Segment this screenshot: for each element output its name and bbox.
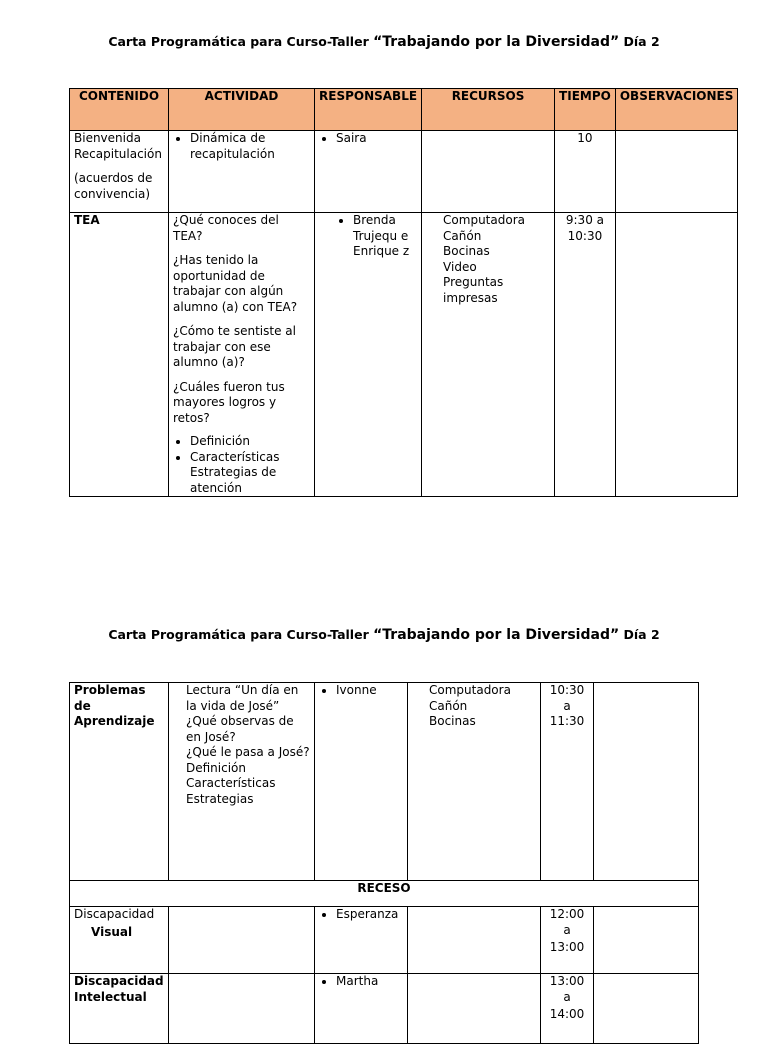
time-text: 11:30 — [549, 714, 585, 728]
list-item: • Ivonne — [336, 683, 403, 699]
cell-tiempo — [541, 907, 594, 974]
cell-tiempo: 9:30 a 10:30 — [555, 213, 616, 497]
cell-actividad — [169, 907, 315, 974]
cell-contenido: Discapacidad Intelectual — [70, 974, 169, 1044]
activity-text: ¿Qué observas de en José? — [186, 714, 294, 744]
question-text: ¿Qué conoces del TEA? — [173, 213, 279, 243]
program-table-1 — [69, 88, 738, 497]
cell-responsable — [315, 683, 408, 881]
resource-text: Computadora — [429, 683, 511, 697]
contenido-note: (acuerdos de convivencia) — [74, 171, 153, 201]
table-header-row — [70, 89, 738, 131]
table-row — [70, 907, 699, 974]
contenido-text: Discapacidad — [74, 907, 155, 921]
list-item: • Características — [190, 450, 310, 466]
title-suffix: Día 2 — [619, 34, 660, 49]
activity-text: Definición — [186, 760, 246, 775]
contenido-subtext: Visual — [91, 924, 133, 939]
resource-text: Preguntas impresas — [443, 275, 504, 305]
document-title — [0, 627, 768, 643]
resource-text: Bocinas — [443, 244, 490, 258]
cell-observaciones — [594, 907, 699, 974]
resource-text: Cañón — [429, 698, 468, 713]
list-item: • Brenda Trujequ e Enrique z — [353, 213, 417, 260]
list-item: • Saira — [336, 131, 417, 147]
list-item: • Martha — [336, 974, 403, 990]
cell-observaciones — [594, 683, 699, 881]
cell-responsable — [315, 907, 408, 974]
resource-text: Computadora — [443, 213, 525, 227]
column-header-contenido: CONTENIDO — [70, 89, 169, 131]
time-text: 13:00 a — [549, 974, 585, 1004]
cell-contenido — [70, 907, 169, 974]
cell-recursos — [408, 683, 541, 881]
column-header-observaciones: OBSERVACIONES — [615, 89, 738, 131]
cell-observaciones — [594, 974, 699, 1044]
question-text: ¿Has tenido la oportunidad de trabajar con algún alumno (a) con TEA? — [173, 253, 298, 314]
cell-actividad — [169, 683, 315, 881]
title-prefix: Carta Programática para Curso-Taller — [108, 627, 374, 642]
cell-actividad — [169, 131, 315, 213]
activity-text: Lectura “Un día en la vida de José” — [186, 683, 299, 713]
cell-actividad — [169, 213, 315, 497]
column-header-responsable: RESPONSABLE — [315, 89, 422, 131]
cell-tiempo — [541, 683, 594, 881]
activity-text: Estrategias — [186, 791, 254, 806]
cell-recursos — [422, 213, 555, 497]
list-tail-text: Estrategias de atención — [190, 465, 277, 495]
column-header-tiempo: TIEMPO — [555, 89, 616, 131]
program-table-2 — [69, 682, 699, 1044]
cell-contenido — [70, 131, 169, 213]
activity-text: Características — [186, 776, 276, 790]
time-text: 12:00 a — [549, 907, 585, 937]
time-text: 14:00 — [549, 1007, 585, 1021]
title-quote: “Trabajando por la Diversidad” — [373, 627, 620, 643]
cell-actividad — [169, 974, 315, 1044]
table-row — [70, 974, 699, 1044]
cell-contenido: Problemas de Aprendizaje — [70, 683, 169, 881]
cell-responsable — [315, 131, 422, 213]
cell-recursos — [422, 131, 555, 213]
cell-observaciones — [615, 131, 738, 213]
title-prefix: Carta Programática para Curso-Taller — [108, 34, 374, 49]
list-item: • Esperanza — [336, 907, 403, 923]
recess-label: RECESO — [70, 881, 699, 907]
column-header-recursos: RECURSOS — [422, 89, 555, 131]
cell-tiempo: 10 — [555, 131, 616, 213]
cell-observaciones — [615, 213, 738, 497]
cell-responsable — [315, 974, 408, 1044]
recess-row — [70, 881, 699, 907]
title-suffix: Día 2 — [619, 627, 660, 642]
resource-text: Bocinas — [429, 714, 476, 728]
question-text: ¿Cuáles fueron tus mayores logros y retos? — [173, 379, 285, 425]
activity-text: ¿Qué le pasa a José? — [186, 745, 310, 759]
resource-text: Cañón — [443, 228, 482, 243]
table-row — [70, 683, 699, 881]
table-row — [70, 131, 738, 213]
cell-contenido: TEA — [70, 213, 169, 497]
resource-text: Video — [443, 259, 477, 274]
cell-recursos — [408, 974, 541, 1044]
time-text: 13:00 — [549, 940, 585, 954]
document-title — [0, 34, 768, 50]
question-text: ¿Cómo te sentiste al trabajar con ese alumno (a)? — [173, 324, 296, 369]
cell-responsable — [315, 213, 422, 497]
column-header-actividad: ACTIVIDAD — [169, 89, 315, 131]
contenido-text: Bienvenida Recapitulación — [74, 131, 162, 161]
table-row — [70, 213, 738, 497]
time-text: 10:30 a — [549, 683, 585, 713]
cell-recursos — [408, 907, 541, 974]
cell-tiempo — [541, 974, 594, 1044]
list-item: • Dinámica de recapitulación — [190, 131, 310, 162]
list-item: • Definición — [190, 434, 310, 450]
title-quote: “Trabajando por la Diversidad” — [373, 34, 620, 50]
